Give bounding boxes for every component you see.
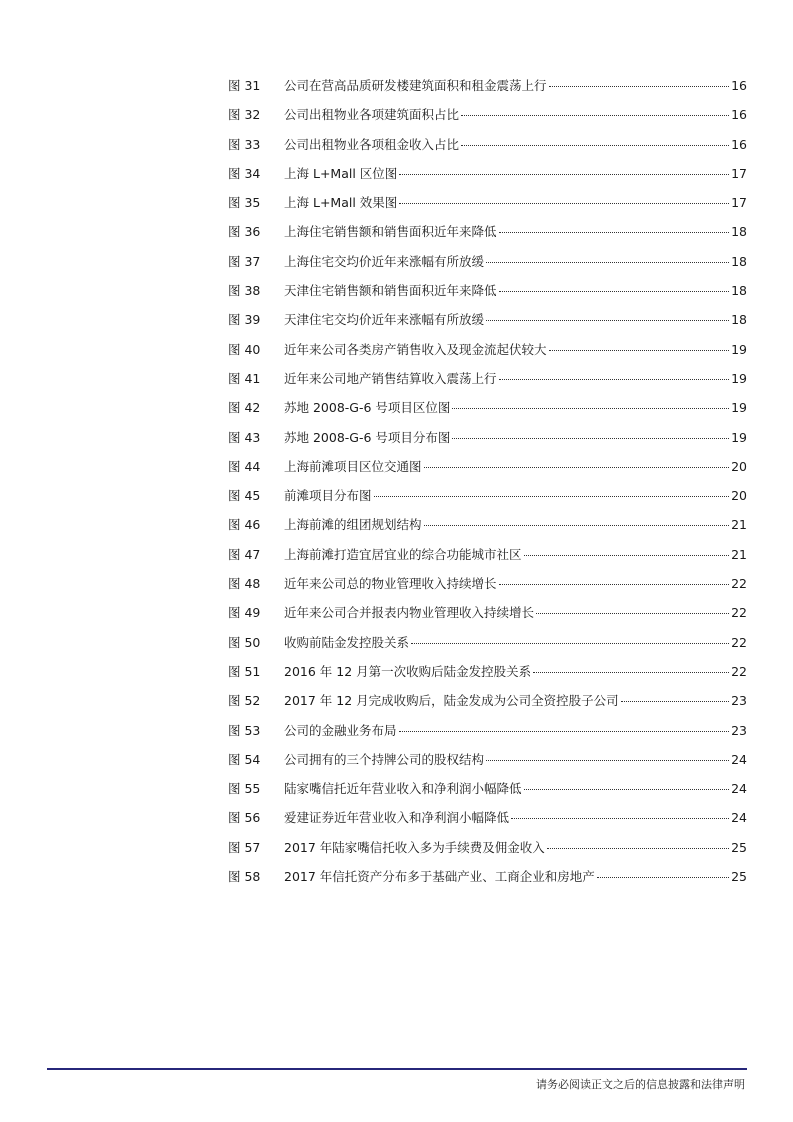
figure-title: 2017 年陆家嘴信托收入多为手续费及佣金收入 bbox=[284, 839, 545, 855]
figure-title: 天津住宅交均价近年来涨幅有所放缓 bbox=[284, 312, 485, 328]
figure-title: 天津住宅销售额和销售面积近年来降低 bbox=[284, 283, 497, 299]
figure-title: 上海前滩项目区位交通图 bbox=[284, 458, 422, 474]
figure-number: 图 57 bbox=[228, 839, 261, 855]
dot-leader bbox=[499, 378, 730, 380]
dot-leader bbox=[461, 114, 729, 116]
toc-entry[interactable] bbox=[228, 428, 747, 457]
figure-number: 图 50 bbox=[228, 634, 261, 650]
toc-entry[interactable] bbox=[228, 808, 747, 837]
dot-leader bbox=[486, 759, 729, 761]
toc-entry[interactable] bbox=[228, 457, 747, 486]
page-number: 25 bbox=[731, 839, 747, 855]
figure-title: 苏地 2008-G-6 号项目分布图 bbox=[284, 429, 451, 445]
page-number: 18 bbox=[731, 253, 747, 269]
figure-number: 图 49 bbox=[228, 605, 261, 621]
dot-leader bbox=[461, 144, 729, 146]
dot-leader bbox=[547, 847, 729, 849]
dot-leader bbox=[424, 466, 730, 468]
figure-number: 图 54 bbox=[228, 751, 261, 767]
figure-title: 2017 年信托资产分布多于基础产业、工商企业和房地产 bbox=[284, 869, 595, 885]
toc-entry[interactable] bbox=[228, 574, 747, 603]
figure-number: 图 53 bbox=[228, 722, 261, 738]
figure-title: 爱建证券近年营业收入和净利润小幅降低 bbox=[284, 810, 510, 826]
toc-entry[interactable] bbox=[228, 105, 747, 134]
dot-leader bbox=[524, 554, 730, 556]
dot-leader bbox=[549, 349, 730, 351]
dot-leader bbox=[486, 319, 729, 321]
page-number: 18 bbox=[731, 283, 747, 299]
dot-leader bbox=[511, 817, 729, 819]
dot-leader bbox=[499, 583, 730, 585]
figure-number: 图 40 bbox=[228, 341, 261, 357]
page-number: 22 bbox=[731, 605, 747, 621]
page-number: 20 bbox=[731, 458, 747, 474]
toc-entry[interactable] bbox=[228, 779, 747, 808]
figure-title: 上海前滩打造宜居宜业的综合功能城市社区 bbox=[284, 546, 522, 562]
figure-number: 图 34 bbox=[228, 165, 261, 181]
figure-title: 2017 年 12 月完成收购后，陆金发成为公司全资控股子公司 bbox=[284, 693, 619, 709]
figure-title: 前滩项目分布图 bbox=[284, 488, 372, 504]
page-number: 21 bbox=[731, 517, 747, 533]
figure-number: 图 35 bbox=[228, 195, 261, 211]
figure-number: 图 45 bbox=[228, 488, 261, 504]
figure-number: 图 36 bbox=[228, 224, 261, 240]
dot-leader bbox=[486, 261, 729, 263]
toc-entry[interactable] bbox=[228, 252, 747, 281]
dot-leader bbox=[374, 495, 730, 497]
figure-title: 公司拥有的三个持牌公司的股权结构 bbox=[284, 751, 485, 767]
figure-number: 图 41 bbox=[228, 370, 261, 386]
figure-number: 图 51 bbox=[228, 663, 261, 679]
dot-leader bbox=[399, 730, 730, 732]
page-number: 16 bbox=[731, 78, 747, 93]
figure-number: 图 44 bbox=[228, 458, 261, 474]
figure-number: 图 37 bbox=[228, 253, 261, 269]
page-number: 19 bbox=[731, 400, 747, 416]
table-of-figures bbox=[228, 76, 747, 896]
figure-title: 近年来公司地产销售结算收入震荡上行 bbox=[284, 370, 497, 386]
toc-entry[interactable] bbox=[228, 633, 747, 662]
page-number: 19 bbox=[731, 429, 747, 445]
figure-title: 收购前陆金发控股关系 bbox=[284, 634, 410, 650]
page-number: 21 bbox=[731, 546, 747, 562]
toc-entry[interactable] bbox=[228, 662, 747, 691]
toc-entry[interactable] bbox=[228, 721, 747, 750]
figure-title: 公司出租物业各项租金收入占比 bbox=[284, 136, 460, 152]
figure-title: 上海住宅交均价近年来涨幅有所放缓 bbox=[284, 253, 485, 269]
figure-title: 近年来公司各类房产销售收入及现金流起伏较大 bbox=[284, 341, 547, 357]
toc-entry[interactable] bbox=[228, 281, 747, 310]
page-number: 19 bbox=[731, 341, 747, 357]
page-number: 17 bbox=[731, 195, 747, 211]
dot-leader bbox=[452, 437, 729, 439]
toc-entry[interactable] bbox=[228, 486, 747, 515]
page-number: 24 bbox=[731, 781, 747, 797]
toc-entry[interactable] bbox=[228, 398, 747, 427]
page-number: 16 bbox=[731, 107, 747, 123]
page-number: 17 bbox=[731, 165, 747, 181]
figure-number: 图 38 bbox=[228, 283, 261, 299]
page-number: 23 bbox=[731, 722, 747, 738]
page-number: 22 bbox=[731, 634, 747, 650]
dot-leader bbox=[536, 612, 729, 614]
toc-entry[interactable] bbox=[228, 603, 747, 632]
page-number: 22 bbox=[731, 576, 747, 592]
toc-entry[interactable] bbox=[228, 222, 747, 251]
page-number: 25 bbox=[731, 869, 747, 885]
figure-number: 图 33 bbox=[228, 136, 261, 152]
toc-entry[interactable] bbox=[228, 691, 747, 720]
toc-entry[interactable] bbox=[228, 164, 747, 193]
figure-number: 图 58 bbox=[228, 869, 261, 885]
page-number: 18 bbox=[731, 224, 747, 240]
toc-entry[interactable] bbox=[228, 750, 747, 779]
dot-leader bbox=[533, 671, 729, 673]
dot-leader bbox=[399, 202, 729, 204]
figure-title: 近年来公司合并报表内物业管理收入持续增长 bbox=[284, 605, 535, 621]
dot-leader bbox=[411, 642, 729, 644]
dot-leader bbox=[597, 876, 729, 878]
toc-entry[interactable] bbox=[228, 515, 747, 544]
page-number: 18 bbox=[731, 312, 747, 328]
toc-entry[interactable] bbox=[228, 310, 747, 339]
figure-title: 近年来公司总的物业管理收入持续增长 bbox=[284, 576, 497, 592]
toc-entry[interactable] bbox=[228, 76, 747, 105]
toc-entry[interactable] bbox=[228, 838, 747, 867]
dot-leader bbox=[621, 700, 729, 702]
page-number: 24 bbox=[731, 751, 747, 767]
figure-number: 图 52 bbox=[228, 693, 261, 709]
figure-title: 上海前滩的组团规划结构 bbox=[284, 517, 422, 533]
figure-title: 上海 L+Mall 区位图 bbox=[284, 165, 398, 181]
page-number: 19 bbox=[731, 370, 747, 386]
figure-title: 上海 L+Mall 效果图 bbox=[284, 195, 398, 211]
dot-leader bbox=[452, 407, 729, 409]
figure-number: 图 43 bbox=[228, 429, 261, 445]
toc-entry[interactable] bbox=[228, 193, 747, 222]
page-number: 22 bbox=[731, 663, 747, 679]
figure-title: 陆家嘴信托近年营业收入和净利润小幅降低 bbox=[284, 781, 522, 797]
toc-entry[interactable] bbox=[228, 135, 747, 164]
figure-title: 上海住宅销售额和销售面积近年来降低 bbox=[284, 224, 497, 240]
figure-title: 公司出租物业各项建筑面积占比 bbox=[284, 107, 460, 123]
footer-disclaimer: 请务必阅读正文之后的信息披露和法律声明 bbox=[536, 1078, 745, 1091]
figure-title: 2016 年 12 月第一次收购后陆金发控股关系 bbox=[284, 663, 532, 679]
figure-number: 图 48 bbox=[228, 576, 261, 592]
figure-number: 图 55 bbox=[228, 781, 261, 797]
dot-leader bbox=[424, 524, 730, 526]
figure-title: 公司的金融业务布局 bbox=[284, 722, 397, 738]
toc-entry[interactable] bbox=[228, 867, 747, 896]
dot-leader bbox=[524, 788, 730, 790]
figure-number: 图 42 bbox=[228, 400, 261, 416]
figure-title: 苏地 2008-G-6 号项目区位图 bbox=[284, 400, 451, 416]
toc-entry[interactable] bbox=[228, 340, 747, 369]
figure-number: 图 46 bbox=[228, 517, 261, 533]
figure-number: 图 31 bbox=[228, 78, 261, 93]
figure-number: 图 32 bbox=[228, 107, 261, 123]
page-number: 20 bbox=[731, 488, 747, 504]
dot-leader bbox=[499, 231, 730, 233]
figure-title: 公司在营高品质研发楼建筑面积和租金震荡上行 bbox=[284, 78, 547, 93]
dot-leader bbox=[399, 173, 729, 175]
page-number: 23 bbox=[731, 693, 747, 709]
footer-divider bbox=[47, 1068, 747, 1070]
page-number: 24 bbox=[731, 810, 747, 826]
page-number: 16 bbox=[731, 136, 747, 152]
toc-entry[interactable] bbox=[228, 369, 747, 398]
toc-entry[interactable] bbox=[228, 545, 747, 574]
dot-leader bbox=[549, 85, 730, 87]
figure-number: 图 56 bbox=[228, 810, 261, 826]
figure-number: 图 47 bbox=[228, 546, 261, 562]
figure-number: 图 39 bbox=[228, 312, 261, 328]
dot-leader bbox=[499, 290, 730, 292]
